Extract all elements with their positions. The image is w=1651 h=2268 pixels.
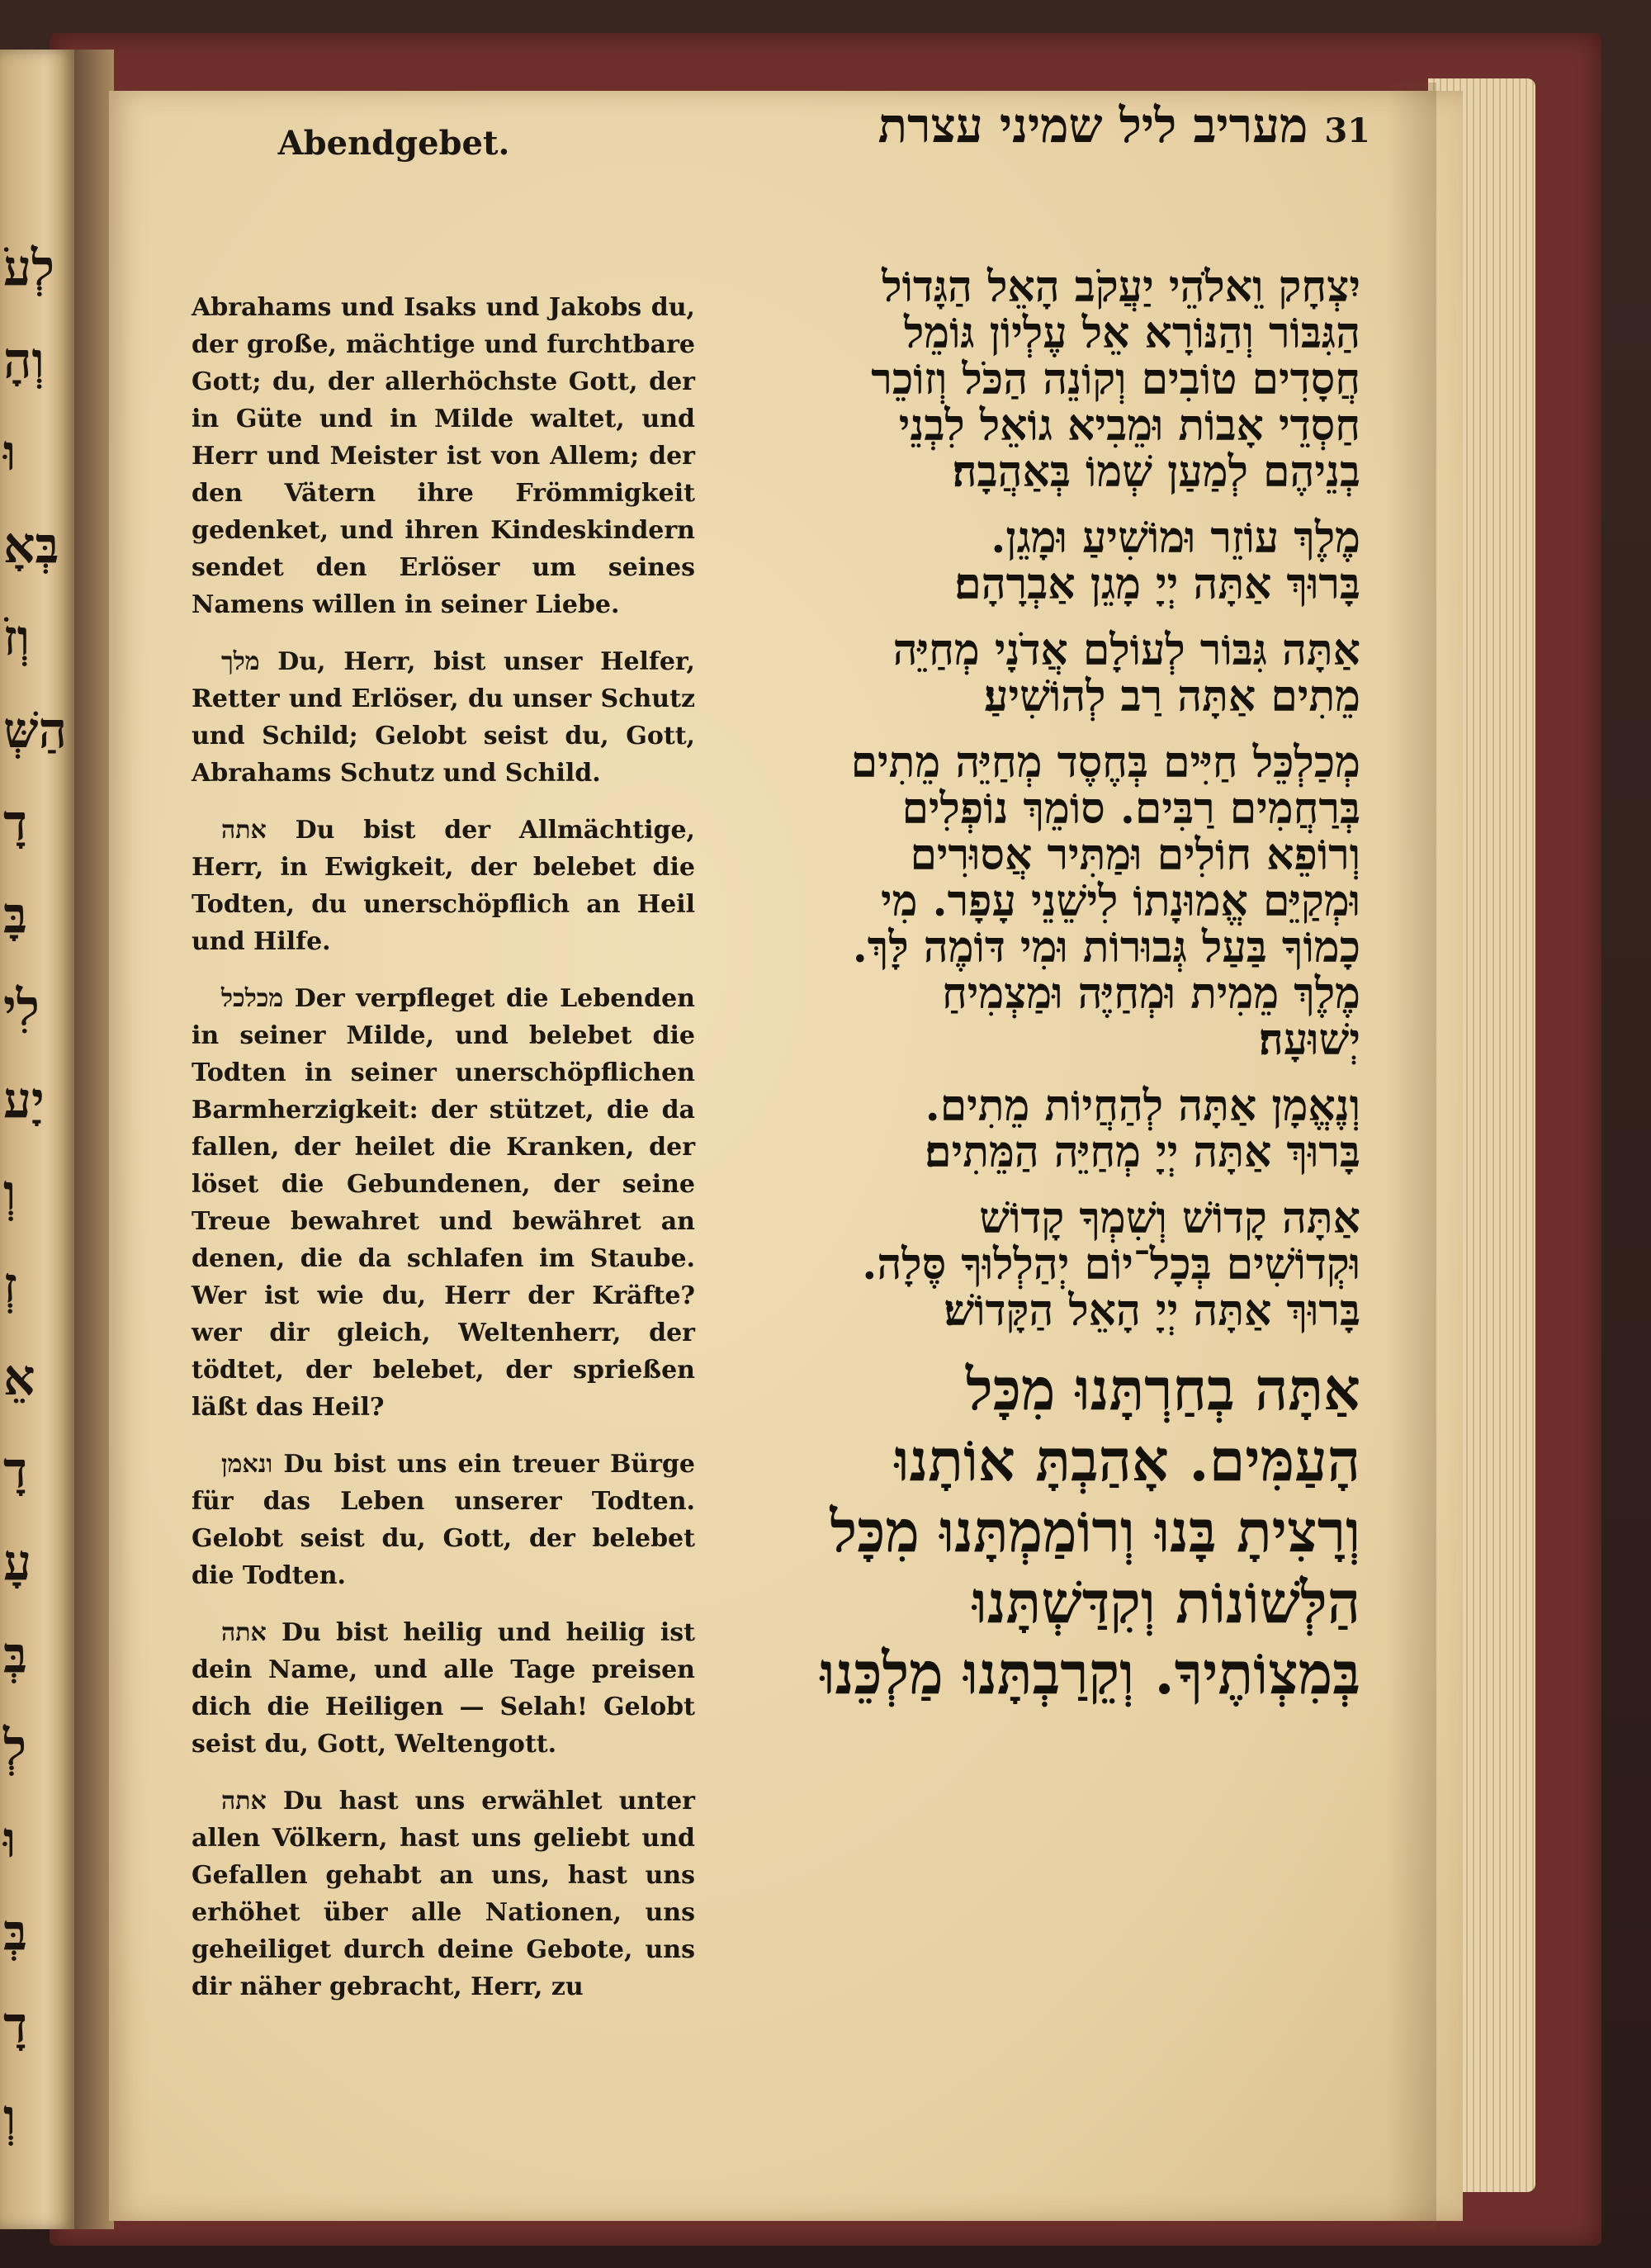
hebrew-prayer-column bbox=[717, 264, 1360, 1729]
hebrew-line: יִצְחָק וֵאלֹהֵי יַעֲקֹב הָאֵל הַגָּדוֹל bbox=[882, 262, 1360, 312]
facing-page-fragment: דָ bbox=[3, 1996, 27, 2054]
hebrew-line: וְרוֹפֵא חוֹלִים וּמַתִּיר אֲסוּרִים bbox=[910, 830, 1360, 880]
german-translation-column bbox=[192, 289, 695, 2025]
hebrew-line: וּקְדוֹשִׁים בְּכָל־יוֹם יְהַלְלוּךָ סֶּלָה. bbox=[862, 1239, 1360, 1290]
hebrew-line: יְשׁוּעָה׃ bbox=[1258, 1015, 1360, 1065]
hebrew-line: חַסְדֵי אָבוֹת וּמֵבִיא גוֹאֵל לִבְנֵי bbox=[898, 400, 1360, 451]
hebrew-paragraph bbox=[717, 1193, 1360, 1336]
facing-page-fragment: וְזֹ bbox=[3, 609, 31, 667]
hebrew-line: אַתָּה גִּבּוֹר לְעוֹלָם אֲדֹנָי מְחַיֵּה bbox=[892, 625, 1360, 675]
facing-page-fragment: אֵ bbox=[3, 1349, 35, 1407]
facing-page-fragment: וּ bbox=[3, 1811, 17, 1869]
facing-page-fragment: לְעֹ bbox=[3, 239, 55, 297]
book-gutter bbox=[74, 50, 114, 2229]
hebrew-line: מֶלֶךְ מֵמִית וּמְחַיֶּה וּמַצְמִיחַ bbox=[941, 968, 1360, 1019]
hebrew-line: בְּמִצְוֹתֶיךָ. וְקֵרַבְתָּנוּ מַלְכֵּנוּ bbox=[820, 1639, 1360, 1707]
facing-page-fragment: וְ bbox=[3, 2089, 17, 2147]
hebrew-line: וְרָצִיתָ בָּנוּ וְרוֹמַמְתָּנוּ מִכָּל bbox=[830, 1497, 1360, 1565]
german-paragraph: אתה Du bist heilig und heilig ist dein Name, und alle Tage preisen dich die Heiligen — Selah! Gelobt seist du, Gott, Weltengott. bbox=[192, 1618, 695, 1759]
german-paragraph: מכלכל Der verpfleget die Lebenden in seiner Milde, und belebet die Todten in seiner unerschöpflichen Barmherzigkeit: der stützet, die da fallen, der heilet die Kranken, der löset die Gebundenen, der seine Treue bewahret und bewähret an denen, die da schlafen im Staube. Wer ist wie du, Herr der Kräfte? wer dir gleich, Weltenherr, der tödtet, der belebet, der sprießen läßt das Heil? bbox=[192, 984, 695, 1422]
hebrew-line: כָמוֹךָ בַּעַל גְּבוּרוֹת וּמִי דּוֹמֶה לָּךְ. bbox=[852, 922, 1360, 973]
hebrew-line: מֵתִים אַתָּה רַב לְהוֹשִׁיעַ׃ bbox=[984, 671, 1360, 722]
hebrew-paragraph bbox=[717, 264, 1360, 495]
hebrew-paragraph bbox=[717, 515, 1360, 608]
german-paragraph: מלך Du, Herr, bist unser Helfer, Retter und Erlöser, du unser Schutz und Schild; Gelobt seist du, Gott, Abrahams Schutz und Schild. bbox=[192, 647, 695, 788]
hebrew-paragraph bbox=[717, 627, 1360, 720]
page-number: 31 bbox=[1324, 111, 1370, 150]
hebrew-line: בָּרוּךְ אַתָּה יְיָ הָאֵל הַקָּדוֹשׁ׃ bbox=[944, 1286, 1360, 1336]
hebrew-line: בָּרוּךְ אַתָּה יְיָ מָגֵן אַבְרָהָם׃ bbox=[954, 559, 1360, 609]
hebrew-line: הַלְּשׁוֹנוֹת וְקִדַּשְׁתָּנוּ bbox=[972, 1568, 1360, 1636]
hebrew-line: בְּרַחֲמִים רַבִּים. סוֹמֵךְ נוֹפְלִים bbox=[901, 784, 1360, 834]
german-paragraph: אתה Du bist der Allmächtige, Herr, in Ewigkeit, der belebet die Todten, du unerschöpflich an Heil und Hilfe. bbox=[192, 816, 695, 956]
facing-page-fragment: בָּ bbox=[3, 887, 27, 945]
facing-page-fragment: עָ bbox=[3, 1534, 31, 1592]
hebrew-line: הַגִּבּוֹר וְהַנּוֹרָא אֵל עֶלְיוֹן גּוֹמֵל bbox=[903, 308, 1360, 358]
hebrew-line: בָּרוּךְ אַתָּה יְיָ מְחַיֵּה הַמֵּתִים׃ bbox=[925, 1127, 1360, 1177]
facing-page-fragment: הַשְּׁ bbox=[3, 702, 67, 760]
facing-page-fragment: יָע bbox=[3, 1072, 45, 1129]
hebrew-line: וּמְקַיֵּם אֱמוּנָתוֹ לִישֵׁנֵי עָפָר. מִי bbox=[880, 876, 1360, 926]
facing-page-fragment: דָ bbox=[3, 794, 27, 852]
hebrew-line: מֶלֶךְ עוֹזֵר וּמוֹשִׁיעַ וּמָגֵן. bbox=[991, 513, 1360, 563]
facing-page-fragment: וּ bbox=[3, 424, 17, 482]
facing-page-fragment: לִי bbox=[3, 979, 40, 1037]
facing-page-fragment: בְּאָ bbox=[3, 517, 59, 575]
facing-page-fragment: וְהָ bbox=[3, 332, 45, 390]
hebrew-line: וְנֶאֱמָן אַתָּה לְהַחֲיוֹת מֵתִים. bbox=[925, 1081, 1360, 1131]
facing-page-fragment: דָ bbox=[3, 1442, 27, 1499]
hebrew-line: בְנֵיהֶם לְמַעַן שְׁמוֹ בְּאַהֲבָה׃ bbox=[952, 447, 1360, 497]
facing-page-fragment: בְּ bbox=[3, 1626, 27, 1684]
hebrew-line: אַתָּה בְחַרְתָּנוּ מִכָּל bbox=[965, 1355, 1360, 1423]
hebrew-title: מעריב ליל שמיני עצרת bbox=[878, 97, 1308, 154]
hebrew-paragraph bbox=[717, 737, 1360, 1065]
german-paragraph: Abrahams und Isaks und Jakobs du, der große, mächtige und furchtbare Gott; du, der allerhöchste Gott, der in Güte und in Milde waltet, und Herr und Meister ist von Allem; der den Vätern ihre Frömmigkeit gedenket, und ihren Kindeskindern sendet den Erlöser um seines Namens willen in seiner Liebe. bbox=[192, 293, 695, 619]
hebrew-line: מְכַלְכֵּל חַיִּים בְּחֶסֶד מְחַיֵּה מֵתִים bbox=[850, 737, 1360, 788]
hebrew-line: חֲסָדִים טוֹבִים וְקוֹנֵה הַכֹּל וְזוֹכֵר bbox=[871, 354, 1360, 405]
facing-page-fragment: זְ bbox=[3, 1257, 17, 1314]
facing-page-fragment: וְ bbox=[3, 1164, 17, 1222]
facing-page-fragment: בְּ bbox=[3, 1904, 27, 1962]
hebrew-running-head bbox=[743, 97, 1370, 172]
german-running-head: Abendgebet. bbox=[277, 124, 510, 163]
facing-page-fragment: לְ bbox=[3, 1719, 27, 1777]
hebrew-line: אַתָּה קָדוֹשׁ וְשִׁמְךָ קָדוֹשׁ bbox=[979, 1193, 1360, 1243]
hebrew-paragraph bbox=[717, 1354, 1360, 1709]
hebrew-paragraph bbox=[717, 1083, 1360, 1176]
hebrew-line: הָעַמִּים. אָהַבְתָּ אוֹתָנוּ bbox=[894, 1426, 1360, 1494]
german-paragraph: ונאמן Du bist uns ein treuer Bürge für das Leben unserer Todten. Gelobt seist du, Gott, der belebet die Todten. bbox=[192, 1450, 695, 1590]
page-edge-shadow bbox=[1387, 83, 1436, 2229]
german-paragraph: אתה Du hast uns erwählet unter allen Völkern, hast uns geliebt und Gefallen gehabt an uns, hast uns erhöhet über alle Nationen, uns geheiliget durch deine Gebote, uns dir näher gebracht, Herr, zu bbox=[192, 1787, 695, 2001]
